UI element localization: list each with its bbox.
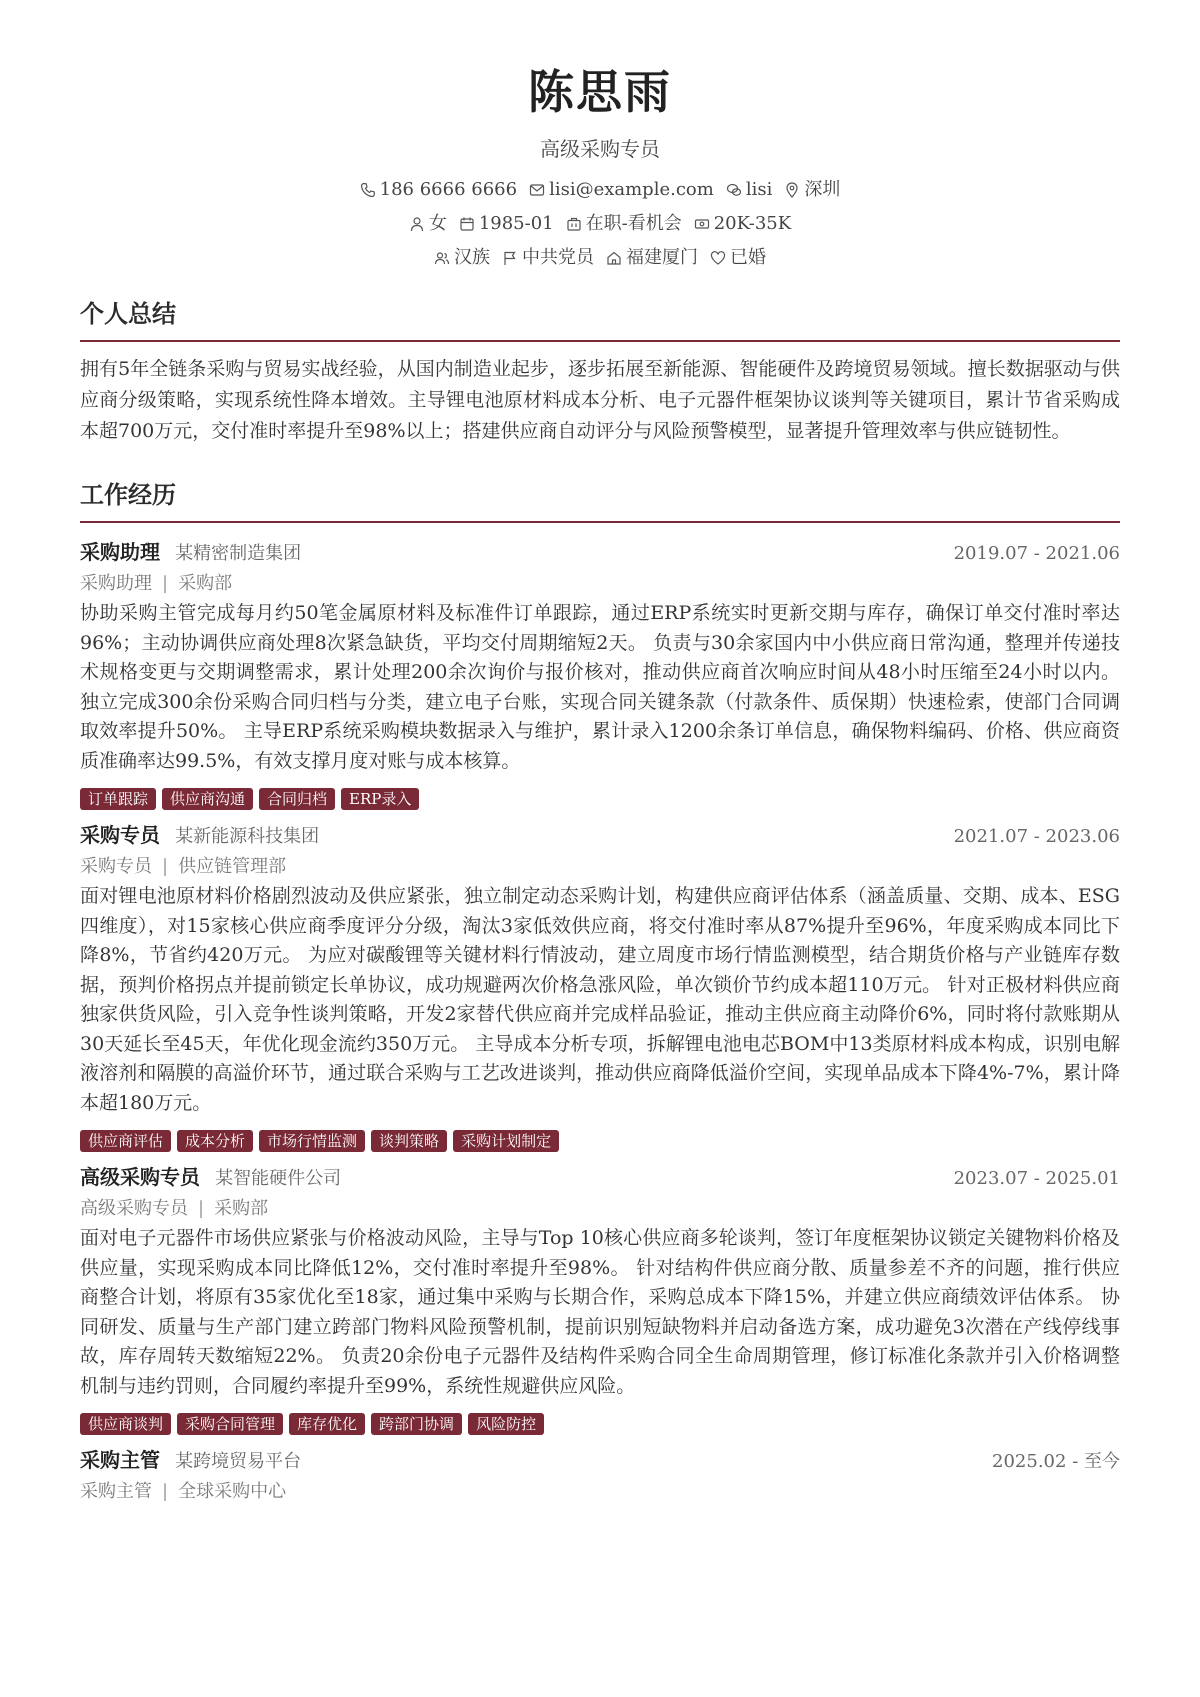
job-title: 高级采购专员	[80, 1165, 200, 1189]
job-date: 2021.07 - 2023.06	[953, 826, 1120, 847]
job-date: 2019.07 - 2021.06	[953, 543, 1120, 564]
gender-item	[409, 210, 447, 238]
status-item	[566, 210, 682, 238]
calendar-icon	[459, 216, 475, 232]
job-role: 采购助理	[80, 573, 152, 594]
contact-row	[80, 176, 1120, 204]
job-header	[80, 820, 1120, 852]
job-description: 面对电子元器件市场供应紧张与价格波动风险，主导与Top 10核心供应商多轮谈判，签订年度框架协议锁定关键物料价格及供应量，实现采购成本同比降低12%，交付准时率提升至98%。 针对结构件供应商分散、质量参差不齐的问题，推行供应商整合计划，将原有35家优化至18家，通过集中采购与长期合作，采购总成本下降15%，并建立供应商绩效评估体系。 协同研发、质量与生产部门建立跨部门物料风险预警机制，提前识别短缺物料并启动备选方案，成功避免3次潜在产线停线事故，库存周转天数缩短22%。 负责20余份电子元器件及结构件采购合同全生命周期管理，修订标准化条款并引入价格调整机制与违约罚则，合同履约率提升至99%，系统性规避供应风险。	[80, 1227, 1120, 1397]
job-tags	[80, 1130, 1120, 1152]
skill-tag: 库存优化	[289, 1413, 365, 1435]
wechat-value: lisi	[745, 179, 773, 200]
job-title-group	[80, 537, 301, 569]
job-role-line	[80, 1477, 1120, 1507]
birth-item	[459, 210, 554, 238]
candidate-name: 陈思雨	[528, 65, 672, 119]
job-company: 某精密制造集团	[175, 543, 302, 564]
city-value: 深圳	[804, 179, 841, 200]
marital-item	[710, 244, 766, 272]
job-title-group	[80, 820, 319, 852]
personal-row	[80, 244, 1120, 272]
skill-tag: 供应商沟通	[162, 788, 253, 810]
email-value: lisi@example.com	[549, 179, 714, 200]
job-entry	[80, 537, 1120, 810]
money-icon	[694, 216, 710, 232]
home-icon	[606, 250, 622, 266]
job-description: 面对锂电池原材料价格剧烈波动及供应紧张，独立制定动态采购计划，构建供应商评估体系（涵盖质量、交期、成本、ESG四维度），对15家核心供应商季度评分分级，淘汰3家低效供应商，将交付准时率从87%提升至96%，年度采购成本同比下降8%，节省约420万元。 为应对碳酸锂等关键材料行情波动，建立周度市场行情监测模型，结合期货价格与产业链库存数据，预判价格拐点并提前锁定长单协议，成功规避两次价格急涨风险，单次锁价节约成本超110万元。 针对正极材料供应商独家供货风险，引入竞争性谈判策略，开发2家替代供应商并完成样品验证，推动主供应商主动降价6%，同时将付款账期从30天延长至45天，年优化现金流约350万元。 主导成本分析专项，拆解锂电池电芯BOM中13类原材料成本构成，识别电解液溶剂和隔膜的高溢价环节，通过联合采购与工艺改进谈判，推动供应商降低溢价空间，实现单品成本下降4%-7%，累计降本超180万元。	[80, 885, 1120, 1114]
skill-tag: 风险防控	[468, 1413, 544, 1435]
job-title: 采购专员	[80, 823, 160, 847]
job-date: 2025.02 - 至今	[992, 1451, 1120, 1472]
heart-icon	[710, 250, 726, 266]
job-header	[80, 1445, 1120, 1477]
skill-tag: 供应商谈判	[80, 1413, 171, 1435]
job-role-line	[80, 569, 1120, 599]
skill-tag: 成本分析	[177, 1130, 253, 1152]
separator: |	[162, 1481, 169, 1502]
location-icon	[784, 182, 800, 198]
skill-tag: 合同归档	[259, 788, 335, 810]
salary-item	[694, 210, 791, 238]
job-company: 某智能硬件公司	[215, 1168, 342, 1189]
job-role-line	[80, 852, 1120, 882]
job-description: 协助采购主管完成每月约50笔金属原材料及标准件订单跟踪，通过ERP系统实时更新交期与库存，确保订单交付准时率达96%；主动协调供应商处理8次紧急缺货，平均交付周期缩短2天。 负责与30余家国内中小供应商日常沟通，整理并传递技术规格变更与交期调整需求，累计处理200余次询价与报价核对，推动供应商首次响应时间从48小时压缩至24小时以内。 独立完成300余份采购合同归档与分类，建立电子台账，实现合同关键条款（付款条件、质保期）快速检索，使部门合同调取效率提升50%。 主导ERP系统采购模块数据录入与维护，累计录入1200余条订单信息，确保物料编码、价格、供应商资质准确率达99.5%，有效支撑月度对账与成本核算。	[80, 602, 1120, 772]
job-company: 某新能源科技集团	[175, 826, 320, 847]
job-title-group	[80, 1162, 341, 1194]
profile-row	[80, 210, 1120, 238]
person-icon	[409, 216, 425, 232]
separator: |	[162, 573, 169, 594]
gender-value: 女	[428, 213, 447, 234]
email-item[interactable]	[529, 176, 714, 204]
job-header	[80, 1162, 1120, 1194]
marital-value: 已婚	[730, 247, 766, 268]
job-dept: 全球采购中心	[178, 1481, 287, 1502]
skill-tag: 谈判策略	[371, 1130, 447, 1152]
job-role: 采购主管	[80, 1481, 152, 1502]
skill-tag: 采购合同管理	[177, 1413, 283, 1435]
job-tags	[80, 1413, 1120, 1435]
work-section	[80, 479, 1120, 1507]
job-role: 高级采购专员	[80, 1198, 188, 1219]
flag-icon	[502, 250, 518, 266]
job-entry	[80, 1162, 1120, 1435]
job-dept: 采购部	[214, 1198, 269, 1219]
job-entry	[80, 1445, 1120, 1507]
job-company: 某跨境贸易平台	[175, 1451, 302, 1472]
skill-tag: ERP录入	[341, 788, 419, 810]
job-role: 采购专员	[80, 856, 152, 877]
hometown-item	[606, 244, 698, 272]
candidate-title: 高级采购专员	[540, 137, 660, 161]
hometown-value: 福建厦门	[626, 247, 698, 268]
job-dept: 采购部	[178, 573, 233, 594]
ethnicity-item	[434, 244, 490, 272]
resume-header	[80, 0, 1120, 272]
phone-item[interactable]	[360, 176, 517, 204]
summary-section	[80, 298, 1120, 447]
job-entry	[80, 820, 1120, 1152]
ethnicity-value: 汉族	[454, 247, 490, 268]
skill-tag: 市场行情监测	[259, 1130, 365, 1152]
separator: |	[162, 856, 169, 877]
birth-value: 1985-01	[478, 213, 554, 234]
skill-tag: 订单跟踪	[80, 788, 156, 810]
wechat-item	[726, 176, 773, 204]
work-heading: 工作经历	[80, 479, 1120, 523]
job-list	[80, 537, 1120, 1507]
briefcase-icon	[566, 216, 582, 232]
phone-value: 186 6666 6666	[379, 179, 518, 200]
skill-tag: 跨部门协调	[371, 1413, 462, 1435]
job-dept: 供应链管理部	[178, 856, 287, 877]
job-title: 采购助理	[80, 540, 160, 564]
city-item	[784, 176, 840, 204]
phone-icon	[360, 182, 376, 198]
summary-heading: 个人总结	[80, 298, 1120, 342]
politics-item	[502, 244, 594, 272]
status-value: 在职-看机会	[585, 213, 682, 234]
job-title: 采购主管	[80, 1448, 160, 1472]
summary-text: 拥有5年全链条采购与贸易实战经验，从国内制造业起步，逐步拓展至新能源、智能硬件及跨境贸易领域。擅长数据驱动与供应商分级策略，实现系统性降本增效。主导锂电池原材料成本分析、电子元器件框架协议谈判等关键项目，累计节省采购成本超700万元，交付准时率提升至98%以上；搭建供应商自动评分与风险预警模型，显著提升管理效率与供应链韧性。	[80, 358, 1120, 442]
salary-value: 20K-35K	[713, 213, 792, 234]
skill-tag: 采购计划制定	[453, 1130, 559, 1152]
job-title-group	[80, 1445, 301, 1477]
job-date: 2023.07 - 2025.01	[953, 1168, 1120, 1189]
group-icon	[434, 250, 450, 266]
job-header	[80, 537, 1120, 569]
job-role-line	[80, 1194, 1120, 1224]
job-tags	[80, 788, 1120, 810]
separator: |	[198, 1198, 205, 1219]
politics-value: 中共党员	[522, 247, 594, 268]
mail-icon	[529, 182, 545, 198]
skill-tag: 供应商评估	[80, 1130, 171, 1152]
wechat-icon	[726, 182, 742, 198]
